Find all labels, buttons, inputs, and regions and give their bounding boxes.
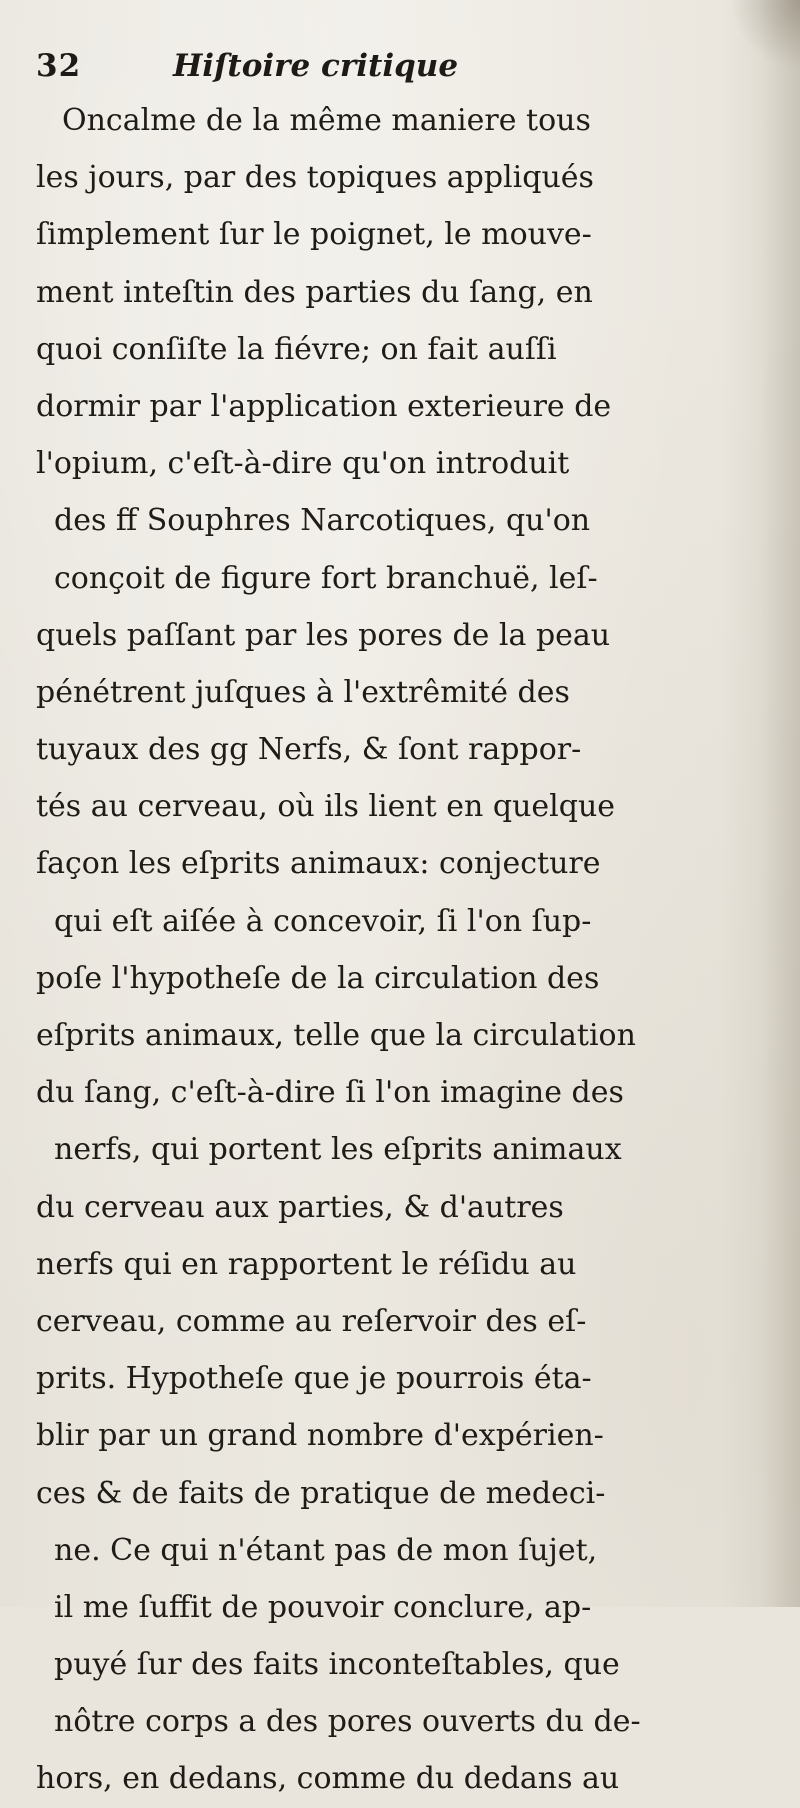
text-line: ces & de faits de pratique de medeci-	[36, 1475, 606, 1511]
text-line: pénétrent juſques à l'extrêmité des	[36, 674, 570, 710]
text-line: nerfs, qui portent les eſprits animaux	[54, 1132, 622, 1168]
text-line: ſimplement ſur le poignet, le mouve-	[36, 217, 592, 253]
text-line: ne. Ce qui n'étant pas de mon ſujet,	[54, 1532, 598, 1568]
text-line: ment inteſtin des parties du ſang, en	[36, 274, 593, 310]
text-line: l'opium, c'eſt-à-dire qu'on introduit	[36, 446, 570, 482]
running-head: Hiſtoire critique	[173, 48, 459, 84]
text-line: façon les eſprits animaux: conjecture	[36, 846, 601, 882]
text-line: dormir par l'application exterieure de	[36, 388, 612, 424]
text-line: nerfs qui en rapportent le réſidu au	[36, 1246, 577, 1282]
page-corner-shade	[730, 0, 800, 70]
text-line: hors, en dedans, comme du dedans au	[36, 1761, 620, 1797]
text-line: poſe l'hypotheſe de la circulation des	[36, 960, 600, 996]
text-line: prits. Hypotheſe que je pourrois éta-	[36, 1361, 592, 1397]
text-line: quels paſſant par les pores de la peau	[36, 617, 611, 653]
text-line: des ff Souphres Narcotiques, qu'on	[54, 503, 591, 539]
text-line: quoi conſiſte la fiévre; on fait auſſi	[36, 331, 557, 367]
text-line: blir par un grand nombre d'expérien-	[36, 1418, 604, 1454]
text-line: cerveau, comme au reſervoir des eſ-	[36, 1303, 587, 1339]
page-header	[36, 48, 458, 84]
text-line: il me ſuffit de pouvoir conclure, ap-	[54, 1589, 592, 1625]
body-text	[36, 92, 776, 1808]
text-line: conçoit de figure fort branchuë, leſ-	[54, 560, 598, 596]
text-line: puyé ſur des faits inconteſtables, que	[54, 1647, 620, 1683]
text-line: tuyaux des gg Nerfs, & ſont rappor-	[36, 732, 582, 768]
text-line: du cerveau aux parties, & d'autres	[36, 1189, 564, 1225]
page-number: 32	[36, 48, 82, 84]
text-line: du ſang, c'eſt-à-dire ſi l'on imagine des	[36, 1075, 624, 1111]
text-line: Oncalme de la même maniere tous	[62, 103, 591, 138]
text-line: tés au cerveau, où ils lient en quelque	[36, 789, 616, 825]
text-line: eſprits animaux, telle que la circulation	[36, 1018, 636, 1053]
text-line: qui eſt aiſée à concevoir, ſi l'on ſup-	[54, 903, 592, 939]
text-line: nôtre corps a des pores ouverts du de-	[54, 1704, 641, 1740]
text-line: les jours, par des topiques appliqués	[36, 160, 594, 196]
